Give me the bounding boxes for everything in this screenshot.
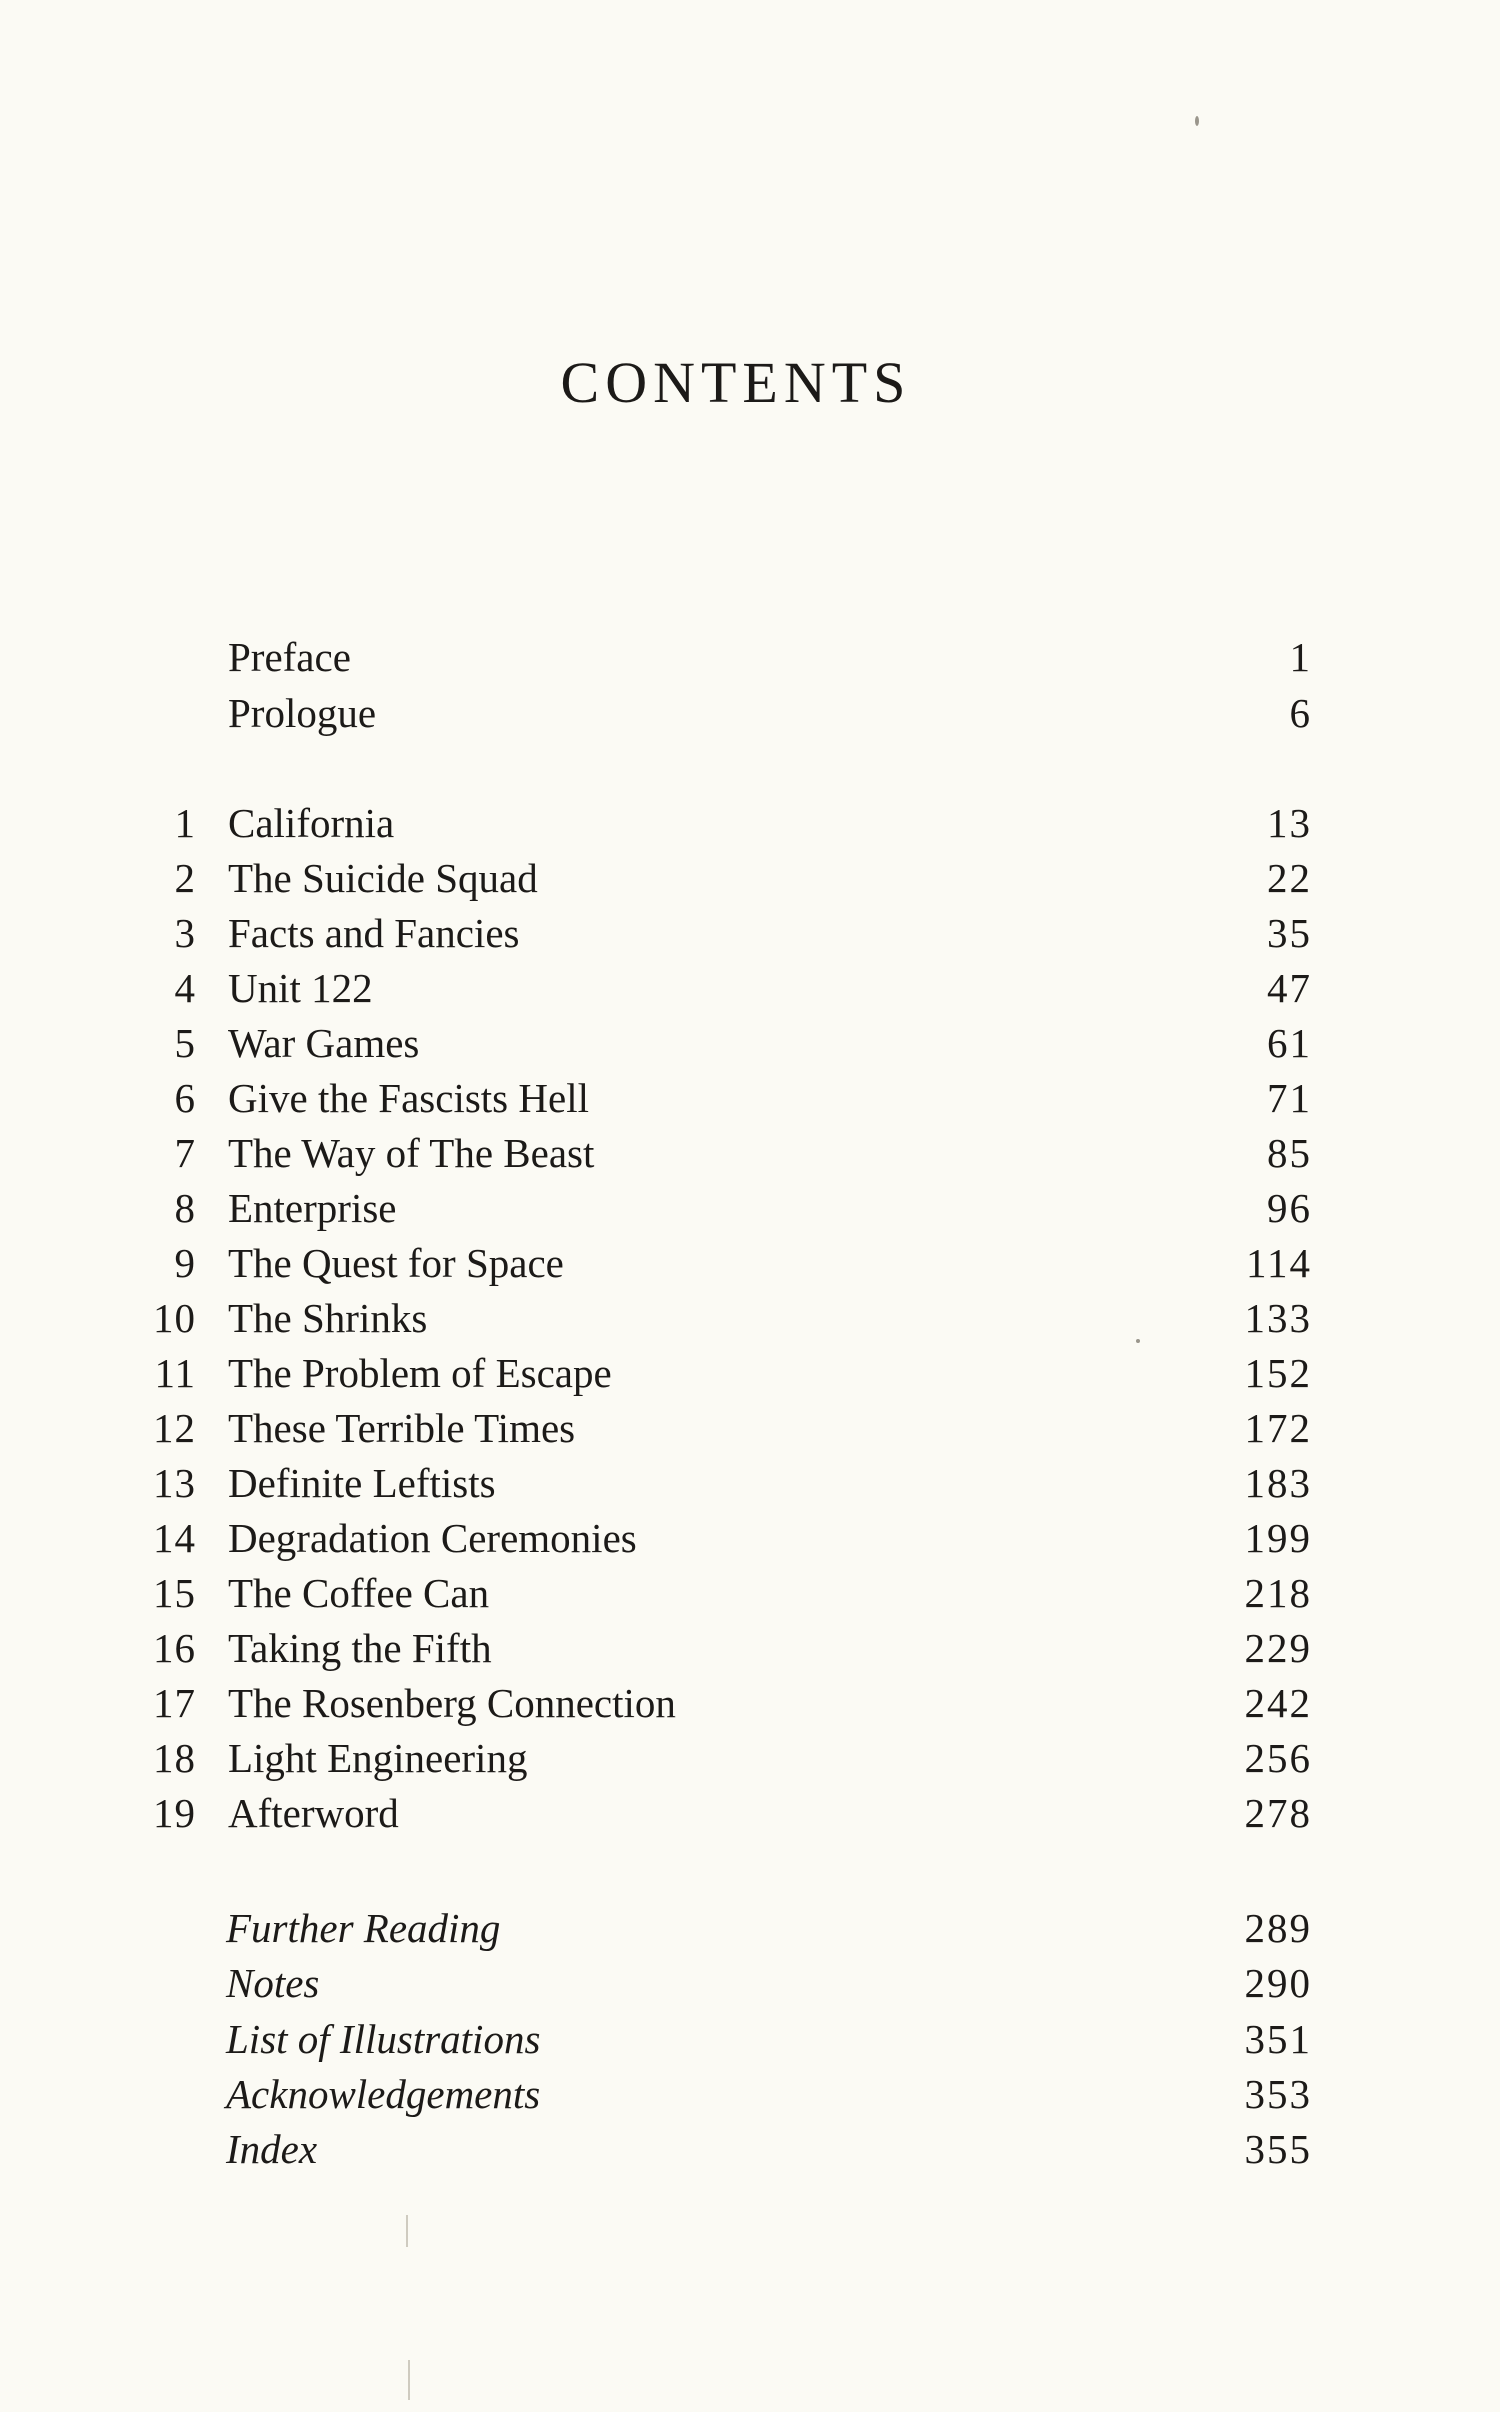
chapter-page-number: 47 (1267, 965, 1312, 1011)
toc-entry-list-of-illustrations (0, 2014, 1500, 2064)
toc-chapter-1 (0, 798, 1500, 848)
chapter-number: 1 (174, 800, 196, 846)
chapter-number: 18 (153, 1735, 196, 1781)
chapter-page-number: 114 (1246, 1240, 1312, 1286)
chapter-title: Light Engineering (228, 1735, 528, 1781)
chapter-number: 8 (174, 1185, 196, 1231)
chapter-page-number: 199 (1244, 1515, 1312, 1561)
chapter-title: Unit 122 (228, 965, 373, 1011)
chapter-number: 10 (153, 1295, 196, 1341)
chapter-page-number: 183 (1244, 1460, 1312, 1506)
chapter-number: 17 (153, 1680, 196, 1726)
chapter-page-number: 152 (1244, 1350, 1312, 1396)
toc-chapter-17 (0, 1678, 1500, 1728)
toc-chapter-11 (0, 1348, 1500, 1398)
chapter-page-number: 242 (1244, 1680, 1312, 1726)
chapter-title: The Way of The Beast (228, 1130, 595, 1176)
chapter-number: 12 (153, 1405, 196, 1451)
chapter-title: The Problem of Escape (228, 1350, 612, 1396)
chapter-number: 11 (154, 1350, 196, 1396)
toc-chapter-9 (0, 1238, 1500, 1288)
chapter-page-number: 85 (1267, 1130, 1312, 1176)
chapter-title: War Games (228, 1020, 420, 1066)
chapter-title: Enterprise (228, 1185, 397, 1231)
chapter-title: Facts and Fancies (228, 910, 520, 956)
entry-page-number: 1 (1289, 634, 1312, 680)
chapter-title: Give the Fascists Hell (228, 1075, 589, 1121)
chapter-page-number: 13 (1267, 800, 1312, 846)
chapter-number: 14 (153, 1515, 196, 1561)
chapter-page-number: 22 (1267, 855, 1312, 901)
toc-entry-acknowledgements (0, 2069, 1500, 2119)
scan-mark (406, 2215, 408, 2247)
chapter-title: Taking the Fifth (228, 1625, 492, 1671)
chapter-number: 19 (153, 1790, 196, 1836)
toc-chapter-19 (0, 1788, 1500, 1838)
toc-entry-further-reading (0, 1903, 1500, 1953)
chapter-page-number: 35 (1267, 910, 1312, 956)
chapter-title: The Suicide Squad (228, 855, 538, 901)
chapter-number: 15 (153, 1570, 196, 1616)
chapter-number: 4 (174, 965, 196, 1011)
entry-title: Acknowledgements (226, 2071, 541, 2117)
toc-chapter-16 (0, 1623, 1500, 1673)
chapter-number: 9 (174, 1240, 196, 1286)
chapter-page-number: 61 (1267, 1020, 1312, 1066)
toc-entry-index (0, 2124, 1500, 2174)
chapter-number: 5 (174, 1020, 196, 1066)
chapter-page-number: 229 (1244, 1625, 1312, 1671)
toc-chapter-8 (0, 1183, 1500, 1233)
chapter-title: California (228, 800, 395, 846)
entry-title: Preface (228, 634, 351, 680)
entry-page-number: 351 (1244, 2016, 1312, 2062)
entry-title: Prologue (228, 690, 377, 736)
chapter-number: 7 (174, 1130, 196, 1176)
chapter-title: The Quest for Space (228, 1240, 564, 1286)
chapter-page-number: 256 (1244, 1735, 1312, 1781)
chapter-page-number: 218 (1244, 1570, 1312, 1616)
entry-page-number: 355 (1244, 2126, 1312, 2172)
chapter-title: The Coffee Can (228, 1570, 490, 1616)
toc-chapter-14 (0, 1513, 1500, 1563)
chapter-number: 16 (153, 1625, 196, 1671)
chapter-page-number: 133 (1244, 1295, 1312, 1341)
entry-page-number: 6 (1289, 690, 1312, 736)
scan-speck (1136, 1339, 1140, 1343)
toc-chapter-7 (0, 1128, 1500, 1178)
toc-chapter-4 (0, 963, 1500, 1013)
chapter-number: 6 (174, 1075, 196, 1121)
chapter-page-number: 71 (1267, 1075, 1312, 1121)
chapter-title: The Rosenberg Connection (228, 1680, 676, 1726)
toc-entry-preface (0, 632, 1500, 682)
entry-title: Notes (226, 1960, 320, 2006)
toc-chapter-15 (0, 1568, 1500, 1618)
chapter-number: 3 (174, 910, 196, 956)
toc-entry-prologue (0, 688, 1500, 738)
entry-title: Index (226, 2126, 318, 2172)
entry-title: Further Reading (226, 1905, 501, 1951)
entry-page-number: 290 (1244, 1960, 1312, 2006)
chapter-title: The Shrinks (228, 1295, 428, 1341)
scan-speck (1195, 116, 1199, 126)
chapter-number: 13 (153, 1460, 196, 1506)
toc-chapter-10 (0, 1293, 1500, 1343)
toc-chapter-6 (0, 1073, 1500, 1123)
toc-chapter-12 (0, 1403, 1500, 1453)
scan-mark (408, 2360, 410, 2400)
toc-chapter-5 (0, 1018, 1500, 1068)
chapter-page-number: 278 (1244, 1790, 1312, 1836)
chapter-title: Definite Leftists (228, 1460, 496, 1506)
chapter-title: Degradation Ceremonies (228, 1515, 637, 1561)
toc-chapter-18 (0, 1733, 1500, 1783)
entry-page-number: 353 (1244, 2071, 1312, 2117)
chapter-page-number: 172 (1244, 1405, 1312, 1451)
toc-entry-notes (0, 1958, 1500, 2008)
chapter-title: These Terrible Times (228, 1405, 576, 1451)
chapter-page-number: 96 (1267, 1185, 1312, 1231)
chapter-title: Afterword (228, 1790, 399, 1836)
entry-page-number: 289 (1244, 1905, 1312, 1951)
toc-chapter-13 (0, 1458, 1500, 1508)
chapter-number: 2 (174, 855, 196, 901)
toc-chapter-3 (0, 908, 1500, 958)
toc-chapter-2 (0, 853, 1500, 903)
page-title: CONTENTS (560, 350, 912, 415)
entry-title: List of Illustrations (226, 2016, 541, 2062)
